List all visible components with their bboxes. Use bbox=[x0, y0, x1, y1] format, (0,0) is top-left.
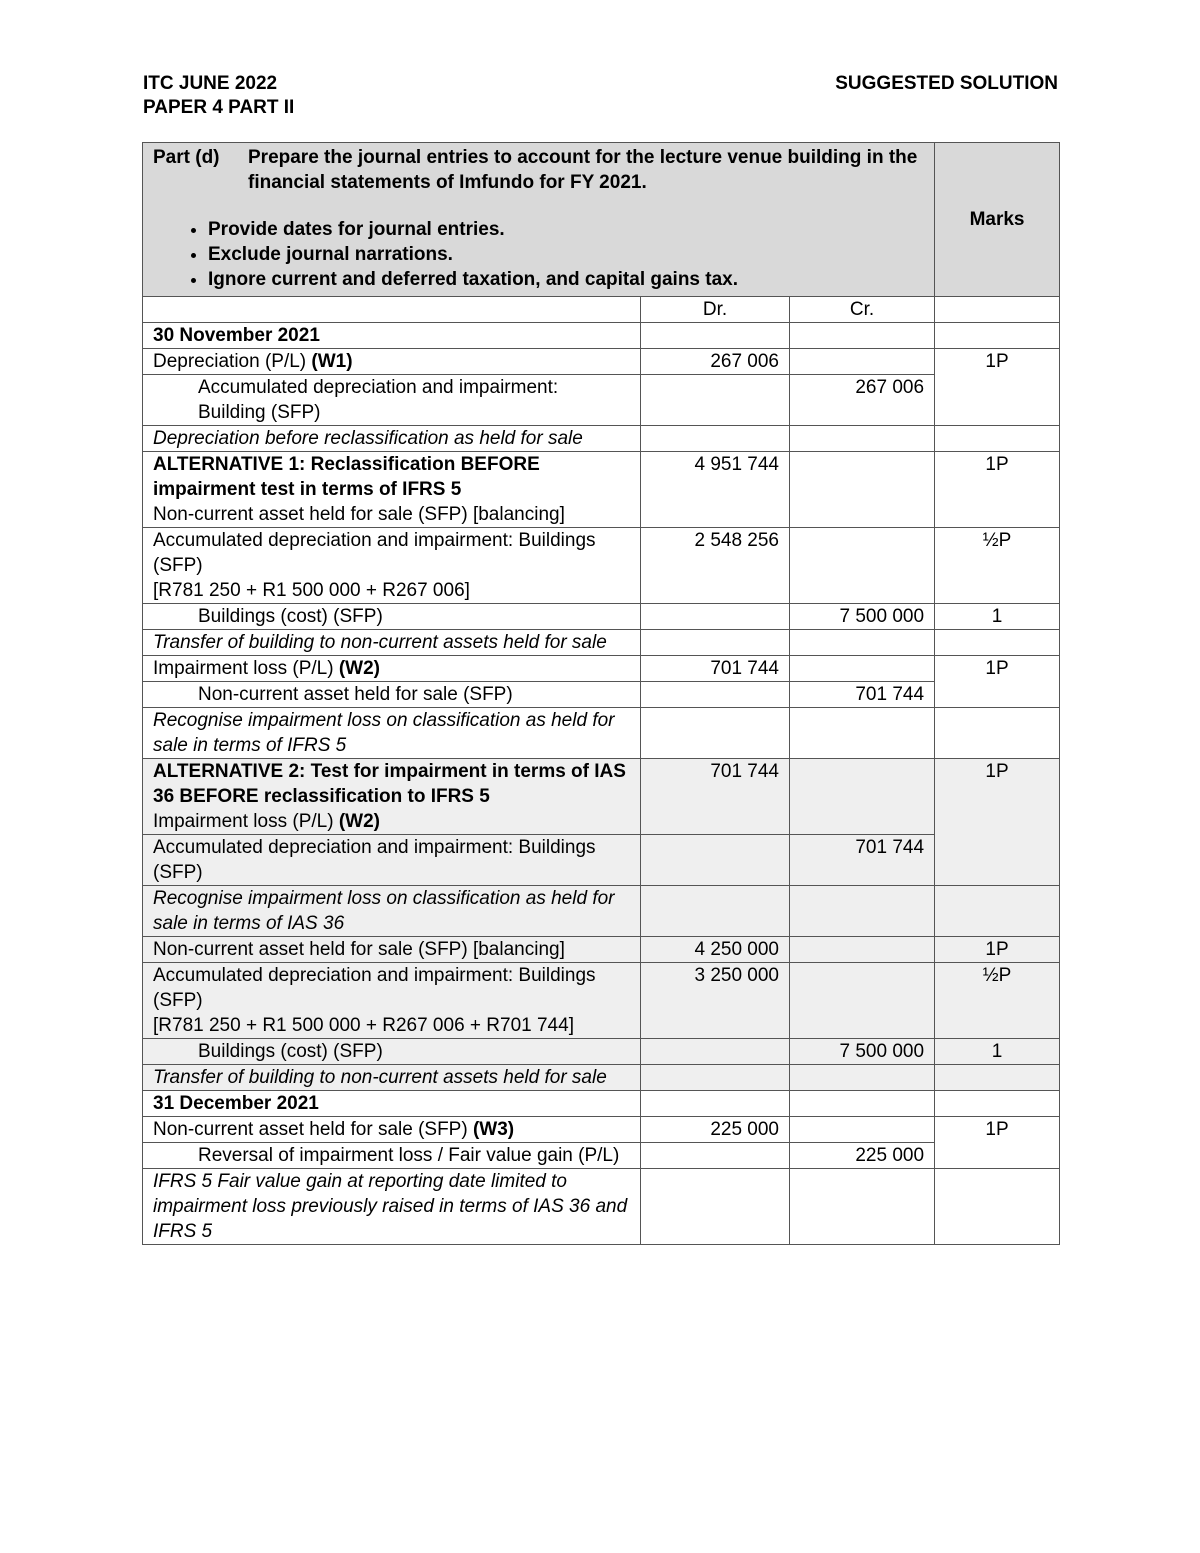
debit-amount: 3 250 000 bbox=[641, 963, 790, 1039]
account-name: ALTERNATIVE 1: Reclassification BEFORE impairment test in terms of IFRS 5 Non-current asset held for sale (SFP) [balancing] bbox=[143, 452, 641, 528]
narration-row bbox=[143, 426, 1060, 452]
account-name: Accumulated depreciation and impairment: Buildings (SFP) [R781 250 + R1 500 000 + R267 006 + R701 744] bbox=[143, 963, 641, 1039]
journal-table bbox=[142, 142, 1060, 1245]
mark-cell: 1P bbox=[935, 452, 1060, 528]
debit-amount: 4 250 000 bbox=[641, 937, 790, 963]
mark-cell: 1P bbox=[935, 349, 1060, 426]
credit-amount: 701 744 bbox=[790, 682, 935, 708]
marks-header: Marks bbox=[935, 143, 1060, 297]
narration: Depreciation before reclassification as held for sale bbox=[143, 426, 641, 452]
debit-amount: 701 744 bbox=[641, 656, 790, 682]
alternative-heading: ALTERNATIVE 1: Reclassification BEFORE impairment test in terms of IFRS 5 bbox=[153, 454, 540, 500]
debit-amount: 701 744 bbox=[641, 759, 790, 835]
narration: Transfer of building to non-current assets held for sale bbox=[143, 1065, 641, 1091]
mark-cell: 1P bbox=[935, 937, 1060, 963]
credit-amount: 7 500 000 bbox=[790, 604, 935, 630]
calculation: [R781 250 + R1 500 000 + R267 006] bbox=[153, 580, 470, 601]
instruction-item: • Exclude journal narrations. bbox=[208, 242, 924, 267]
journal-line bbox=[143, 604, 1060, 630]
account-name: Non-current asset held for sale (SFP) (W3) bbox=[143, 1117, 641, 1143]
working-ref: (W2) bbox=[338, 811, 380, 832]
journal-line bbox=[143, 682, 1060, 708]
journal-line bbox=[143, 375, 1060, 426]
column-header-row bbox=[143, 297, 1060, 323]
account-name: Impairment loss (P/L) (W2) bbox=[143, 656, 641, 682]
date-row bbox=[143, 323, 1060, 349]
question-header-row bbox=[143, 143, 1060, 297]
instruction-list bbox=[153, 217, 924, 292]
instruction-item: • Ignore current and deferred taxation, and capital gains tax. bbox=[208, 267, 924, 292]
debit-header: Dr. bbox=[641, 297, 790, 323]
journal-line bbox=[143, 937, 1060, 963]
question-cell bbox=[143, 143, 935, 297]
working-ref: (W3) bbox=[472, 1119, 515, 1140]
narration: Recognise impairment loss on classification as held for sale in terms of IAS 36 bbox=[143, 886, 641, 937]
mark-cell: ½P bbox=[935, 963, 1060, 1039]
mark-cell: 1 bbox=[935, 1039, 1060, 1065]
journal-line bbox=[143, 1143, 1060, 1169]
mark-cell: 1 bbox=[935, 604, 1060, 630]
credit-amount: 7 500 000 bbox=[790, 1039, 935, 1065]
debit-amount: 4 951 744 bbox=[641, 452, 790, 528]
journal-line bbox=[143, 963, 1060, 1039]
journal-line bbox=[143, 759, 1060, 835]
instruction-item: • Provide dates for journal entries. bbox=[208, 217, 924, 242]
journal-line bbox=[143, 656, 1060, 682]
journal-line bbox=[143, 528, 1060, 604]
account-name: Buildings (cost) (SFP) bbox=[143, 1039, 641, 1065]
journal-date: 31 December 2021 bbox=[143, 1091, 641, 1117]
mark-cell: 1P bbox=[935, 1117, 1060, 1169]
mark-cell: ½P bbox=[935, 528, 1060, 604]
account-name: Buildings (cost) (SFP) bbox=[143, 604, 641, 630]
credit-header: Cr. bbox=[790, 297, 935, 323]
narration-row bbox=[143, 630, 1060, 656]
narration: Recognise impairment loss on classification as held for sale in terms of IFRS 5 bbox=[143, 708, 641, 759]
narration: IFRS 5 Fair value gain at reporting date limited to impairment loss previously raised in terms of IAS 36 and IFRS 5 bbox=[143, 1169, 641, 1245]
account-name: Depreciation (P/L) (W1) bbox=[143, 349, 641, 375]
solution-label: SUGGESTED SOLUTION bbox=[835, 73, 1058, 94]
debit-amount: 2 548 256 bbox=[641, 528, 790, 604]
narration: Transfer of building to non-current assets held for sale bbox=[143, 630, 641, 656]
debit-amount: 267 006 bbox=[641, 349, 790, 375]
credit-amount: 225 000 bbox=[790, 1143, 935, 1169]
journal-line bbox=[143, 835, 1060, 886]
debit-amount: 225 000 bbox=[641, 1117, 790, 1143]
paper-title: PAPER 4 PART II bbox=[143, 97, 295, 118]
question-text: Prepare the journal entries to account for the lecture venue building in the financial statements of Imfundo for FY 2021. bbox=[248, 147, 918, 193]
account-name: Non-current asset held for sale (SFP) [balancing] bbox=[143, 937, 641, 963]
account-name: Accumulated depreciation and impairment: Buildings (SFP) bbox=[143, 835, 641, 886]
account-name: ALTERNATIVE 2: Test for impairment in terms of IAS 36 BEFORE reclassification to IFRS 5 Impairment loss (P/L) (W2) bbox=[143, 759, 641, 835]
date-row bbox=[143, 1091, 1060, 1117]
journal-date: 30 November 2021 bbox=[143, 323, 641, 349]
calculation: [R781 250 + R1 500 000 + R267 006 + R701 744] bbox=[153, 1015, 574, 1036]
journal-line bbox=[143, 1039, 1060, 1065]
mark-cell: 1P bbox=[935, 759, 1060, 886]
alternative-heading: ALTERNATIVE 2: Test for impairment in terms of IAS 36 BEFORE reclassification to IFRS 5 bbox=[153, 761, 626, 807]
account-name: Non-current asset held for sale (SFP) bbox=[143, 682, 641, 708]
mark-cell: 1P bbox=[935, 656, 1060, 708]
narration-row bbox=[143, 708, 1060, 759]
narration-row bbox=[143, 886, 1060, 937]
journal-line bbox=[143, 452, 1060, 528]
account-name: Reversal of impairment loss / Fair value gain (P/L) bbox=[143, 1143, 641, 1169]
working-ref: (W1) bbox=[311, 351, 353, 372]
journal-line bbox=[143, 349, 1060, 375]
part-label: Part (d) bbox=[153, 147, 220, 168]
credit-amount: 701 744 bbox=[790, 835, 935, 886]
account-name: Accumulated depreciation and impairment: Buildings (SFP) [R781 250 + R1 500 000 + R267 006] bbox=[143, 528, 641, 604]
narration-row bbox=[143, 1169, 1060, 1245]
working-ref: (W2) bbox=[338, 658, 380, 679]
journal-line bbox=[143, 1117, 1060, 1143]
credit-amount: 267 006 bbox=[790, 375, 935, 426]
exam-title: ITC JUNE 2022 bbox=[143, 73, 278, 94]
narration-row bbox=[143, 1065, 1060, 1091]
document-header-left bbox=[143, 72, 294, 120]
account-name: Accumulated depreciation and impairment: Building (SFP) bbox=[143, 375, 641, 426]
